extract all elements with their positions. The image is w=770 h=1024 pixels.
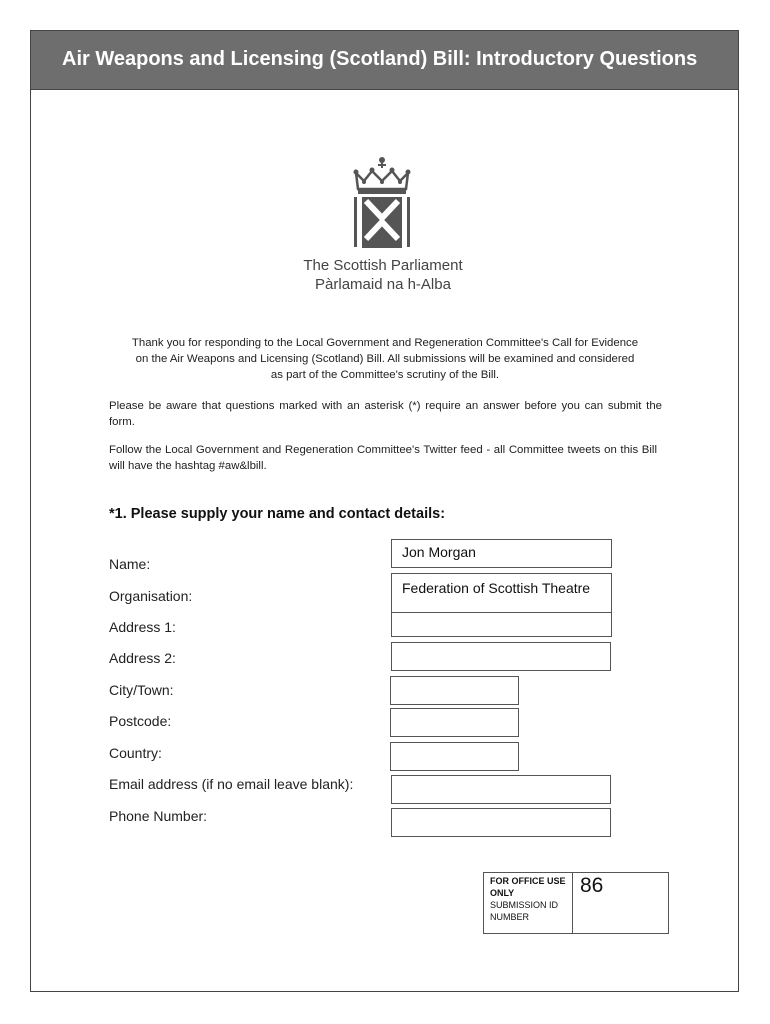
name-label: Name: <box>109 556 151 572</box>
postcode-label: Postcode: <box>109 713 172 729</box>
country-label: Country: <box>109 745 162 761</box>
phone-field[interactable] <box>391 808 611 837</box>
email-label: Email address (if no email leave blank): <box>109 776 354 792</box>
scottish-parliament-crest-icon <box>350 155 414 255</box>
email-field[interactable] <box>391 775 611 804</box>
page-title: Air Weapons and Licensing (Scotland) Bill: Introductory Questions <box>62 48 698 70</box>
intro-paragraph-2: Please be aware that questions marked with an asterisk (*) require an answer before you can submit the form. <box>109 400 662 428</box>
name-field[interactable]: Jon Morgan <box>391 539 612 568</box>
organisation-label: Organisation: <box>109 588 193 604</box>
phone-label: Phone Number: <box>109 808 208 824</box>
office-use-divider <box>572 872 573 934</box>
submission-id-label: SUBMISSION ID NUMBER <box>490 900 559 922</box>
logo-text-gaelic: Pàrlamaid na h-Alba <box>315 276 451 293</box>
intro-paragraph-3: Follow the Local Government and Regeneration Committee's Twitter feed - all Committee tweets on this Bill will have the hashtag #aw&lbill. <box>109 444 657 472</box>
office-use-label: FOR OFFICE USE ONLY <box>490 876 566 898</box>
address1-label: Address 1: <box>109 619 176 635</box>
organisation-field[interactable]: Federation of Scottish Theatre <box>391 573 612 613</box>
submission-id-value: 86 <box>580 874 604 897</box>
city-label: City/Town: <box>109 682 174 698</box>
logo-text-english: The Scottish Parliament <box>303 257 463 274</box>
address2-field[interactable] <box>391 642 611 671</box>
postcode-field[interactable] <box>390 708 519 737</box>
country-field[interactable] <box>390 742 519 771</box>
intro-paragraph-1: Thank you for responding to the Local Government and Regeneration Committee's Call for Evidence on the Air Weapons and Licensing (Scotland) Bill. All submissions will be examined and considered as part of the Committee's scrutiny of the Bill. <box>131 337 639 381</box>
question-heading: *1. Please supply your name and contact details: <box>109 506 446 522</box>
address2-label: Address 2: <box>109 650 176 666</box>
address1-field[interactable] <box>391 612 612 637</box>
city-field[interactable] <box>390 676 519 705</box>
